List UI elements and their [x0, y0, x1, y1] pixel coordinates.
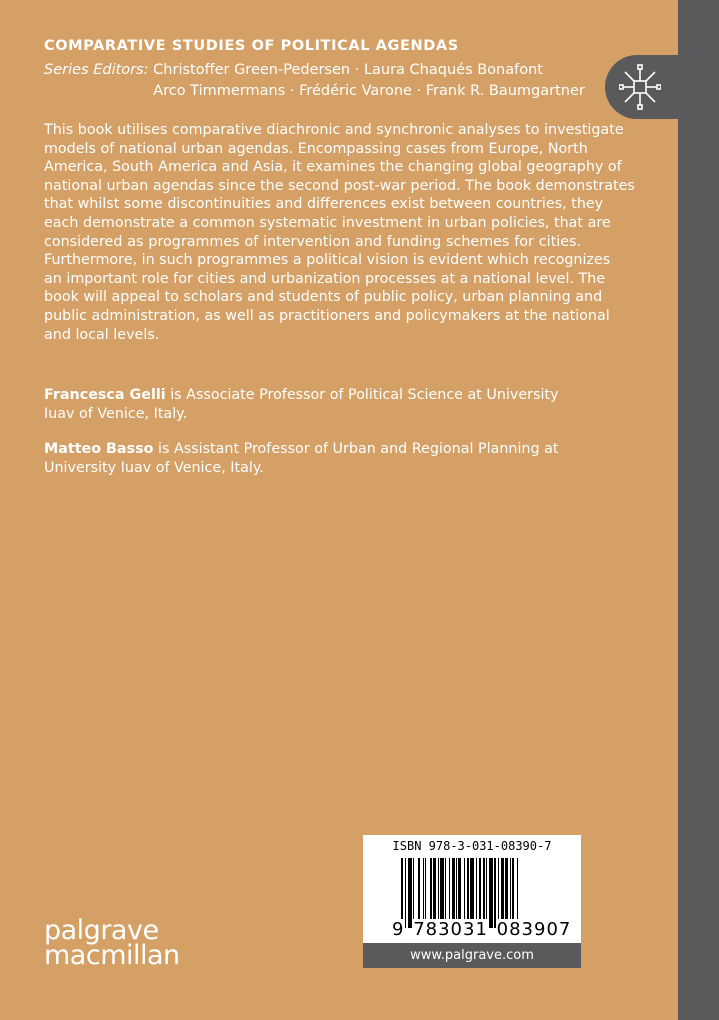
logo-line-1: palgrave [44, 915, 159, 946]
description-line: models of national urban agendas. Encompassing cases from Europe, North [44, 140, 588, 157]
barcode-digits [391, 919, 572, 940]
barcode-bars [401, 858, 551, 928]
publisher-website: www.palgrave.com [363, 943, 581, 968]
barcode-digits-group-2: 083907 [496, 919, 572, 940]
series-title: COMPARATIVE STUDIES OF POLITICAL AGENDAS [44, 38, 459, 54]
logo-line-2: macmillan [44, 940, 180, 971]
author-bio-text: is Associate Professor of Political Science at University Iuav of Venice, Italy. [44, 387, 559, 422]
author-name: Matteo Basso [44, 441, 154, 457]
barcode-bar [518, 858, 519, 928]
editors-line-1: Christoffer Green-Pedersen · Laura Chaqués Bonafont [153, 62, 543, 78]
series-editors [44, 60, 585, 102]
spine [678, 0, 719, 1020]
description-line: public administration, as well as practitioners and policymakers at the national [44, 307, 610, 324]
publisher-logo [44, 915, 180, 971]
author-name: Francesca Gelli [44, 387, 166, 403]
author-bio-text: is Assistant Professor of Urban and Regional Planning at University Iuav of Venice, Italy. [44, 441, 559, 476]
description-line: and local levels. [44, 326, 160, 343]
series-tab [605, 55, 685, 119]
description-line: Furthermore, in such programmes a political vision is evident which recognizes [44, 252, 611, 269]
isbn-label: ISBN 978-3-031-08390-7 [392, 839, 552, 853]
description-line: an important role for cities and urbanization processes at a national level. The [44, 270, 606, 287]
isbn-barcode [363, 835, 581, 943]
author-bio-1 [44, 386, 581, 424]
series-network-icon [619, 63, 661, 111]
description-line: This book utilises comparative diachronic and synchronic analyses to investigate [44, 122, 624, 138]
book-description [44, 121, 635, 344]
description-line: national urban agendas since the second post-war period. The book demonstrates [44, 177, 635, 194]
description-line: America, South America and Asia, it examines the changing global geography of [44, 159, 622, 176]
author-bio-2 [44, 440, 581, 478]
description-line: considered as programmes of intervention and funding schemes for cities. [44, 233, 581, 250]
barcode-digits-group-1: 783031 [413, 919, 488, 940]
description-line: each demonstrate a common systematic investment in urban policies, that are [44, 214, 611, 231]
description-line: book will appeal to scholars and students of public policy, urban planning and [44, 289, 603, 306]
editors-line-2: Arco Timmermans · Frédéric Varone · Frank R. Baumgartner [153, 83, 585, 99]
description-line: that whilst some discontinuities and differences exist between countries, they [44, 196, 604, 213]
barcode-digit-first: 9 [392, 919, 405, 940]
editors-label: Series Editors: [44, 62, 149, 78]
